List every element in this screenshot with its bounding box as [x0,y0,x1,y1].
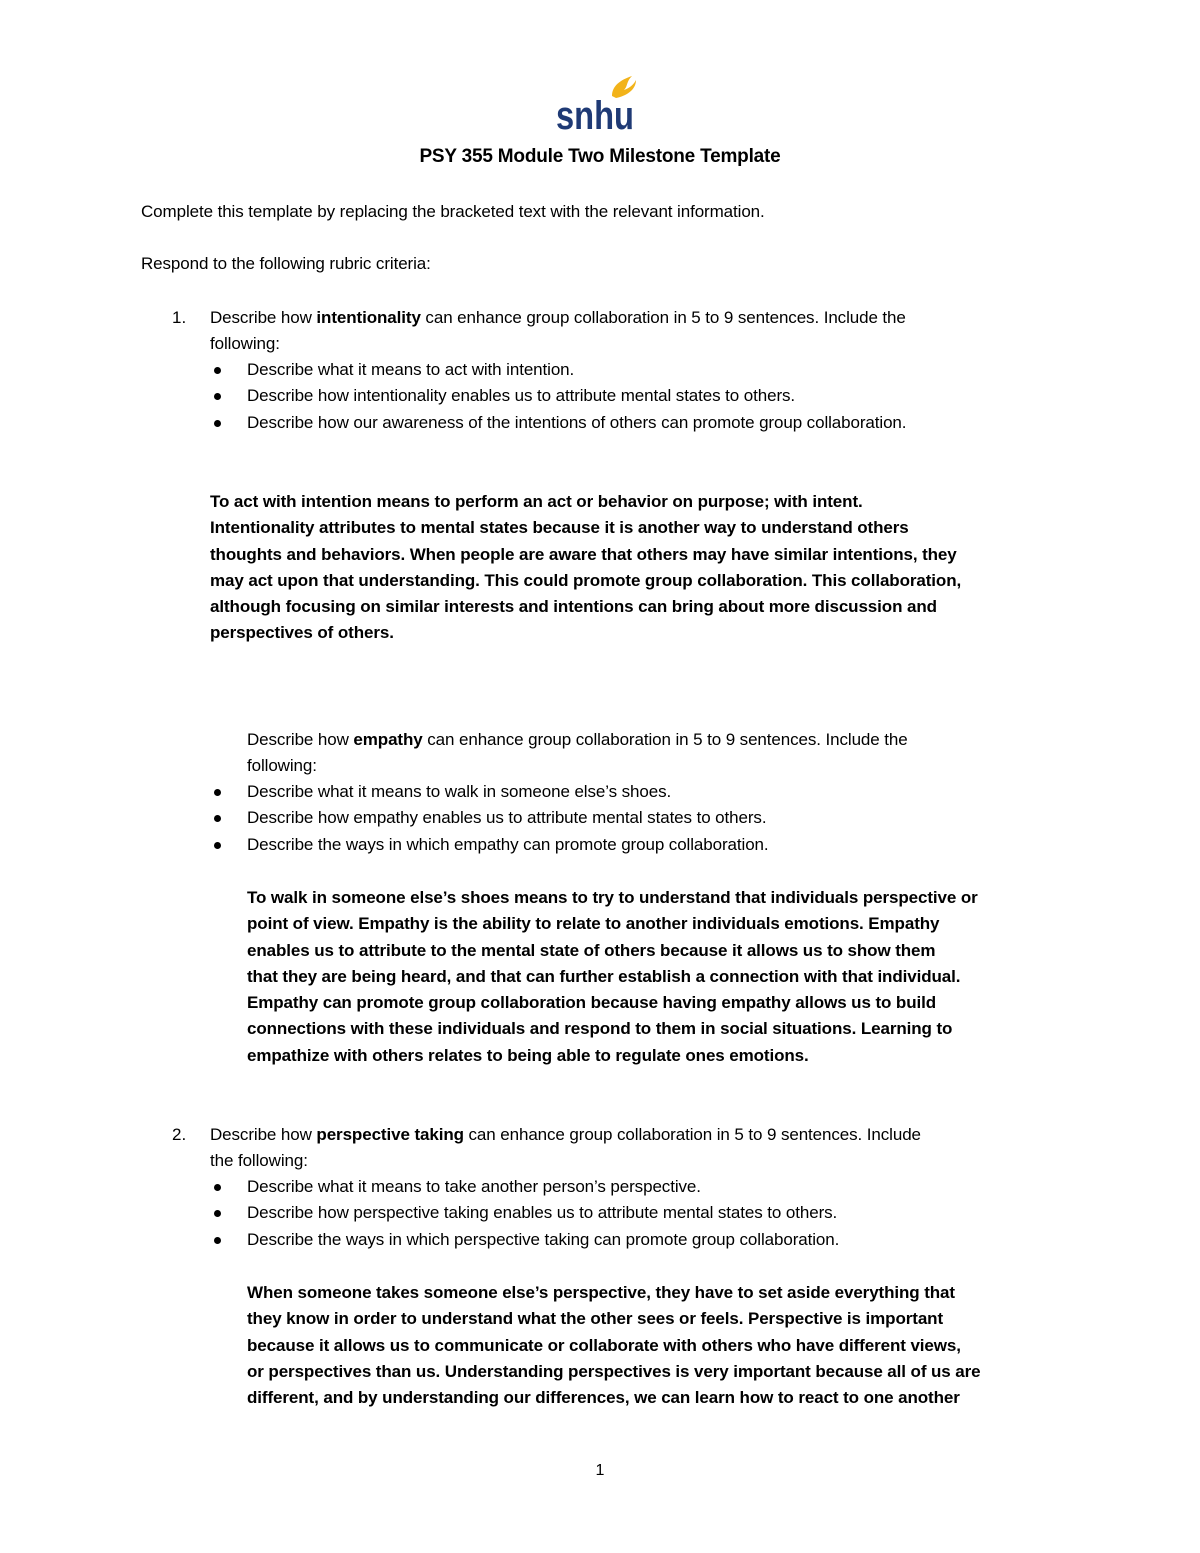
answer-line: When someone takes someone else’s perspective, they have to set aside everything that [247,1283,955,1302]
bullet-item [210,832,769,858]
answer-line: Intentionality attributes to mental states because it is another way to understand others [210,518,909,538]
prompt-suffix: can enhance group collaboration in 5 to 9 sentences. Include the [422,730,908,749]
prompt-suffix: can enhance group collaboration in 5 to 9 sentences. Include [463,1125,921,1144]
answer-line: because it allows us to communicate or collaborate with others who have different views, [247,1335,961,1355]
snhu-logo [554,74,640,138]
answer-line: perspectives of others. [210,623,394,643]
answer-line: enables us to attribute to the mental state of others because it allows us to show them [247,940,936,960]
answer-line: connections with these individuals and respond to them in social situations. Learning to [247,1019,953,1039]
answer-line: To walk in someone else’s shoes means to try to understand that individuals perspective or [247,888,978,907]
prompt-suffix: can enhance group collaboration in 5 to 9 sentences. Include the [420,308,906,327]
prompt-prefix: Describe how [210,308,317,327]
bullet-text: Describe how perspective taking enables us to attribute mental states to others. [247,1203,838,1223]
logo-text: snhu [556,94,634,138]
prompt-keyword: perspective taking [316,1125,464,1144]
page-number: 1 [595,1462,605,1479]
bullet-icon [214,789,221,796]
bullet-item [210,1227,839,1253]
page-title: PSY 355 Module Two Milestone Template [419,146,781,167]
bullet-icon [214,1237,221,1244]
question-2-prompt [210,1122,921,1174]
answer-line: although focusing on similar interests and intentions can bring about more discussion and [210,597,937,617]
bullet-icon [214,393,221,400]
bullet-item [210,805,769,831]
bullet-text: Describe how empathy enables us to attribute mental states to others. [247,808,767,828]
prompt-line2: following: [247,756,317,775]
answer-line: Empathy can promote group collaboration because having empathy allows us to build [247,993,937,1013]
bullet-icon [214,367,221,374]
bullet-icon [214,842,221,849]
question-1-answer [210,489,961,647]
bullet-text: Describe the ways in which perspective taking can promote group collaboration. [247,1229,840,1249]
bullet-icon [214,1210,221,1217]
answer-line: different, and by understanding our differences, we can learn how to react to one another [247,1388,960,1408]
answer-line: point of view. Empathy is the ability to relate to another individuals emotions. Empathy [247,914,940,934]
bullet-text: Describe what it means to act with intention. [247,360,575,379]
bullet-icon [214,420,221,427]
instruction-text: Respond to the following rubric criteria: [141,254,431,273]
bullet-item [210,410,906,436]
prompt-prefix: Describe how [247,730,354,749]
bullet-icon [214,815,221,822]
bullet-text: Describe what it means to take another person’s perspective. [247,1177,701,1196]
prompt-line2: following: [210,334,280,353]
bullet-item [210,1200,839,1226]
bullet-icon [214,1184,221,1191]
prompt-keyword: empathy [353,730,423,749]
empathy-bullets [210,779,769,858]
snhu-logo-graphic [554,74,640,138]
bullet-item [210,779,769,805]
bullet-item [210,1174,839,1200]
answer-line: To act with intention means to perform an act or behavior on purpose; with intent. [210,492,863,511]
question-1-bullets [210,357,906,436]
question-2-bullets [210,1174,839,1253]
bullet-text: Describe the ways in which empathy can promote group collaboration. [247,834,769,854]
question-2-answer [247,1280,981,1411]
bullet-text: Describe how intentionality enables us to attribute mental states to others. [247,386,796,406]
answer-line: may act upon that understanding. This could promote group collaboration. This collaboration, [210,570,962,590]
empathy-answer [247,885,978,1069]
bullet-text: Describe what it means to walk in someone else’s shoes. [247,782,672,801]
bullet-text: Describe how our awareness of the intentions of others can promote group collaboration. [247,412,907,432]
answer-line: thoughts and behaviors. When people are aware that others may have similar intentions, they [210,544,957,564]
prompt-prefix: Describe how [210,1125,317,1144]
bullet-item [210,357,906,383]
bullet-item [210,383,906,409]
empathy-prompt [247,727,908,779]
answer-line: empathize with others relates to being able to regulate ones emotions. [247,1045,809,1065]
answer-line: or perspectives than us. Understanding perspectives is very important because all of us are [247,1361,981,1381]
answer-line: they know in order to understand what the other sees or feels. Perspective is important [247,1309,944,1329]
answer-line: that they are being heard, and that can further establish a connection with that individual. [247,966,961,986]
question-1-prompt [210,305,906,357]
question-number: 2. [172,1125,187,1144]
prompt-keyword: intentionality [316,308,421,327]
prompt-line2: the following: [210,1151,308,1170]
intro-text: Complete this template by replacing the bracketed text with the relevant information. [141,202,765,221]
question-number: 1. [172,308,187,327]
